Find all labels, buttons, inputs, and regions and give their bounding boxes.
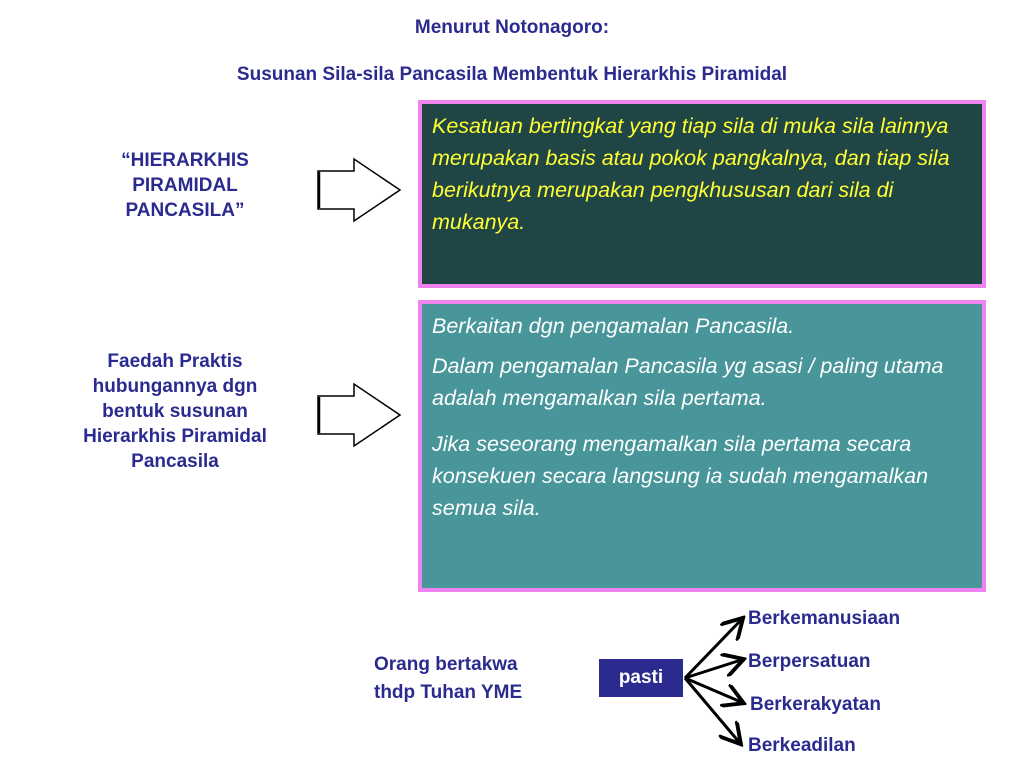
right-arrow-icon xyxy=(316,157,404,223)
value-berpersatuan: Berpersatuan xyxy=(748,651,871,672)
label-line: Pancasila xyxy=(131,451,219,472)
label-line: PIRAMIDAL xyxy=(132,175,238,196)
definition-text: Kesatuan bertingkat yang tiap sila di muka sila lainnya merupakan basis atau pokok pangkalnya, dan tiap sila berikutnya merupakan pengkhususan dari sila di mukanya. xyxy=(432,114,950,234)
label-line: Hierarkhis Piramidal xyxy=(83,426,267,447)
faedah-praktis-label xyxy=(40,349,310,474)
pasti-badge: pasti xyxy=(599,659,683,697)
value-berkemanusiaan: Berkemanusiaan xyxy=(748,608,901,629)
orang-bertakwa-text xyxy=(374,651,522,707)
definition-box xyxy=(418,100,986,288)
hierarkhis-piramidal-label xyxy=(60,148,310,223)
label-line: hubungannya dgn xyxy=(92,376,258,397)
branch-arrows-icon xyxy=(683,608,753,758)
value-berkerakyatan: Berkerakyatan xyxy=(750,694,881,715)
value-berkeadilan: Berkeadilan xyxy=(748,735,856,756)
label-line: Faedah Praktis xyxy=(107,351,243,372)
orang-line: thdp Tuhan YME xyxy=(374,682,523,703)
right-arrow-icon xyxy=(316,382,404,448)
label-line: bentuk susunan xyxy=(102,401,248,422)
slide-subtitle: Susunan Sila-sila Pancasila Membentuk Hierarkhis Piramidal xyxy=(236,64,788,85)
practical-benefit-box xyxy=(418,300,986,592)
label-line: “HIERARKHIS xyxy=(121,150,249,171)
benefit-paragraph: Dalam pengamalan Pancasila yg asasi / paling utama adalah mengamalkan sila pertama. xyxy=(432,354,944,410)
benefit-paragraph: Jika seseorang mengamalkan sila pertama secara konsekuen secara langsung ia sudah mengamalkan semua sila. xyxy=(432,432,929,520)
label-line: PANCASILA” xyxy=(125,200,245,221)
orang-line: Orang bertakwa xyxy=(374,654,518,675)
benefit-paragraph: Berkaitan dgn pengamalan Pancasila. xyxy=(432,314,795,338)
slide-title: Menurut Notonagoro: xyxy=(414,17,610,38)
